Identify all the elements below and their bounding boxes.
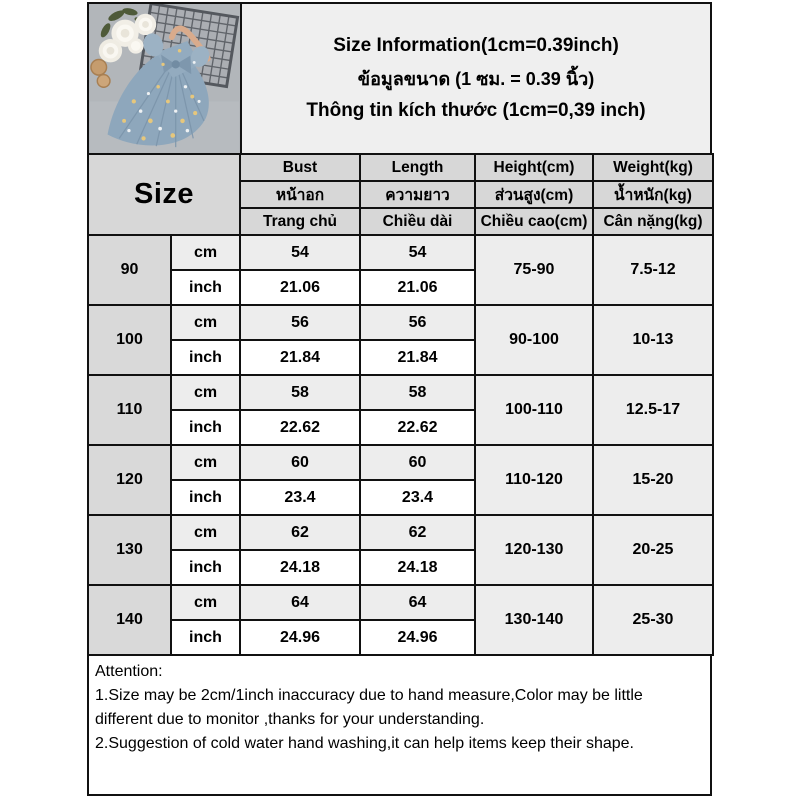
length-inch-value: 21.06 (360, 270, 475, 305)
length-inch-value: 22.62 (360, 410, 475, 445)
dress-photo-illustration (89, 4, 240, 153)
bust-cm-value: 64 (240, 585, 360, 620)
size-corner-label: Size (88, 154, 240, 235)
length-inch-value: 23.4 (360, 480, 475, 515)
unit-label-cm: cm (171, 375, 240, 410)
title-vietnamese: Thông tin kích thước (1cm=0,39 inch) (306, 100, 646, 121)
length-cm-value: 56 (360, 305, 475, 340)
size-value: 110 (88, 375, 171, 445)
unit-label-inch: inch (171, 550, 240, 585)
weight-range-value: 7.5-12 (593, 235, 713, 305)
col-header-weight-th: น้ำหนัก(kg) (593, 181, 713, 208)
length-inch-value: 21.84 (360, 340, 475, 375)
unit-label-cm: cm (171, 235, 240, 270)
unit-label-inch: inch (171, 480, 240, 515)
weight-range-value: 15-20 (593, 445, 713, 515)
bust-cm-value: 60 (240, 445, 360, 480)
length-cm-value: 58 (360, 375, 475, 410)
table-row (88, 235, 713, 270)
size-value: 100 (88, 305, 171, 375)
bust-inch-value: 22.62 (240, 410, 360, 445)
header-section (87, 2, 712, 155)
unit-label-inch: inch (171, 410, 240, 445)
unit-label-cm: cm (171, 515, 240, 550)
col-header-length-th: ความยาว (360, 181, 475, 208)
size-value: 90 (88, 235, 171, 305)
unit-label-cm: cm (171, 445, 240, 480)
size-value: 120 (88, 445, 171, 515)
attention-heading: Attention: (95, 663, 163, 680)
attention-note (87, 656, 712, 796)
height-range-value: 130-140 (475, 585, 593, 655)
unit-label-inch: inch (171, 620, 240, 655)
attention-item-2: 2.Suggestion of cold water hand washing,it can help items keep their shape. (95, 735, 634, 752)
col-header-weight-en: Weight(kg) (593, 154, 713, 181)
title-panel (242, 4, 710, 153)
size-table (87, 153, 714, 656)
length-cm-value: 54 (360, 235, 475, 270)
height-range-value: 110-120 (475, 445, 593, 515)
col-header-weight-vi: Cân nặng(kg) (593, 208, 713, 235)
size-info-sheet (87, 2, 712, 796)
length-cm-value: 60 (360, 445, 475, 480)
bust-inch-value: 24.96 (240, 620, 360, 655)
unit-label-inch: inch (171, 270, 240, 305)
unit-label-cm: cm (171, 305, 240, 340)
bust-cm-value: 58 (240, 375, 360, 410)
col-header-height-vi: Chiều cao(cm) (475, 208, 593, 235)
col-header-bust-vi: Trang chủ (240, 208, 360, 235)
bust-inch-value: 24.18 (240, 550, 360, 585)
col-header-height-th: ส่วนสูง(cm) (475, 181, 593, 208)
length-cm-value: 64 (360, 585, 475, 620)
table-row (88, 305, 713, 340)
col-header-bust-en: Bust (240, 154, 360, 181)
height-range-value: 100-110 (475, 375, 593, 445)
size-value: 130 (88, 515, 171, 585)
length-cm-value: 62 (360, 515, 475, 550)
unit-label-inch: inch (171, 340, 240, 375)
header-row-english (88, 154, 713, 181)
weight-range-value: 12.5-17 (593, 375, 713, 445)
bust-cm-value: 54 (240, 235, 360, 270)
weight-range-value: 10-13 (593, 305, 713, 375)
bust-cm-value: 56 (240, 305, 360, 340)
length-inch-value: 24.96 (360, 620, 475, 655)
height-range-value: 75-90 (475, 235, 593, 305)
title-english: Size Information(1cm=0.39inch) (333, 35, 619, 56)
title-thai: ข้อมูลขนาด (1 ซม. = 0.39 นิ้ว) (357, 69, 595, 89)
table-row (88, 515, 713, 550)
height-range-value: 90-100 (475, 305, 593, 375)
attention-item-1: 1.Size may be 2cm/1inch inaccuracy due to hand measure,Color may be little different due to monitor ,thanks for your understanding. (95, 687, 643, 728)
product-photo (89, 4, 242, 153)
col-header-length-vi: Chiều dài (360, 208, 475, 235)
bust-cm-value: 62 (240, 515, 360, 550)
bust-inch-value: 21.06 (240, 270, 360, 305)
table-row (88, 445, 713, 480)
col-header-height-en: Height(cm) (475, 154, 593, 181)
size-value: 140 (88, 585, 171, 655)
weight-range-value: 20-25 (593, 515, 713, 585)
table-row (88, 375, 713, 410)
unit-label-cm: cm (171, 585, 240, 620)
table-row (88, 585, 713, 620)
height-range-value: 120-130 (475, 515, 593, 585)
col-header-bust-th: หน้าอก (240, 181, 360, 208)
length-inch-value: 24.18 (360, 550, 475, 585)
bust-inch-value: 23.4 (240, 480, 360, 515)
weight-range-value: 25-30 (593, 585, 713, 655)
col-header-length-en: Length (360, 154, 475, 181)
bust-inch-value: 21.84 (240, 340, 360, 375)
